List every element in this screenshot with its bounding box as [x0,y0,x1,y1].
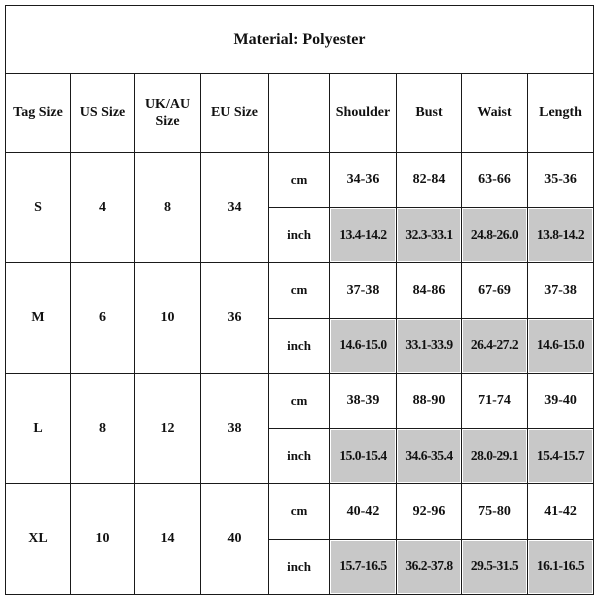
tag-size-cell: L [6,373,71,484]
bust-cell: 84-86 [397,263,462,318]
shoulder-cell: 13.4-14.2 [330,208,397,263]
unit-cell: cm [269,373,330,428]
bust-cell: 82-84 [397,152,462,207]
length-cell: 14.6-15.0 [528,318,594,373]
waist-cell: 29.5-31.5 [462,539,528,594]
unit-cell: cm [269,152,330,207]
size-chart [5,5,593,595]
unit-cell: inch [269,208,330,263]
eu-size-cell: 34 [201,152,269,263]
tag-size-cell: S [6,152,71,263]
uk-size-cell: 12 [135,373,201,484]
table-row [6,484,594,539]
length-cell: 35-36 [528,152,594,207]
us-size-cell: 6 [71,263,135,374]
shoulder-cell: 34-36 [330,152,397,207]
waist-cell: 28.0-29.1 [462,429,528,484]
shoulder-cell: 15.0-15.4 [330,429,397,484]
size-chart-table [5,5,594,595]
bust-cell: 36.2-37.8 [397,539,462,594]
unit-cell: cm [269,263,330,318]
length-cell: 39-40 [528,373,594,428]
waist-cell: 67-69 [462,263,528,318]
waist-cell: 75-80 [462,484,528,539]
header-row [6,74,594,152]
unit-cell: cm [269,484,330,539]
header-tag-size: Tag Size [6,74,71,152]
tag-size-cell: M [6,263,71,374]
bust-cell: 33.1-33.9 [397,318,462,373]
waist-cell: 24.8-26.0 [462,208,528,263]
header-bust: Bust [397,74,462,152]
bust-cell: 34.6-35.4 [397,429,462,484]
shoulder-cell: 37-38 [330,263,397,318]
length-cell: 13.8-14.2 [528,208,594,263]
table-row [6,152,594,207]
header-us-size: US Size [71,74,135,152]
bust-cell: 92-96 [397,484,462,539]
length-cell: 41-42 [528,484,594,539]
unit-cell: inch [269,318,330,373]
uk-size-cell: 14 [135,484,201,595]
shoulder-cell: 14.6-15.0 [330,318,397,373]
waist-cell: 71-74 [462,373,528,428]
table-row [6,263,594,318]
waist-cell: 26.4-27.2 [462,318,528,373]
header-waist: Waist [462,74,528,152]
bust-cell: 32.3-33.1 [397,208,462,263]
eu-size-cell: 36 [201,263,269,374]
length-cell: 15.4-15.7 [528,429,594,484]
length-cell: 37-38 [528,263,594,318]
unit-cell: inch [269,429,330,484]
header-shoulder: Shoulder [330,74,397,152]
unit-cell: inch [269,539,330,594]
us-size-cell: 8 [71,373,135,484]
table-title: Material: Polyester [6,6,594,74]
shoulder-cell: 40-42 [330,484,397,539]
table-row [6,373,594,428]
us-size-cell: 4 [71,152,135,263]
header-uk-au-size: UK/AU Size [135,74,201,152]
us-size-cell: 10 [71,484,135,595]
uk-size-cell: 10 [135,263,201,374]
shoulder-cell: 38-39 [330,373,397,428]
shoulder-cell: 15.7-16.5 [330,539,397,594]
length-cell: 16.1-16.5 [528,539,594,594]
uk-size-cell: 8 [135,152,201,263]
waist-cell: 63-66 [462,152,528,207]
header-eu-size: EU Size [201,74,269,152]
header-length: Length [528,74,594,152]
header-unit [269,74,330,152]
bust-cell: 88-90 [397,373,462,428]
tag-size-cell: XL [6,484,71,595]
eu-size-cell: 40 [201,484,269,595]
eu-size-cell: 38 [201,373,269,484]
